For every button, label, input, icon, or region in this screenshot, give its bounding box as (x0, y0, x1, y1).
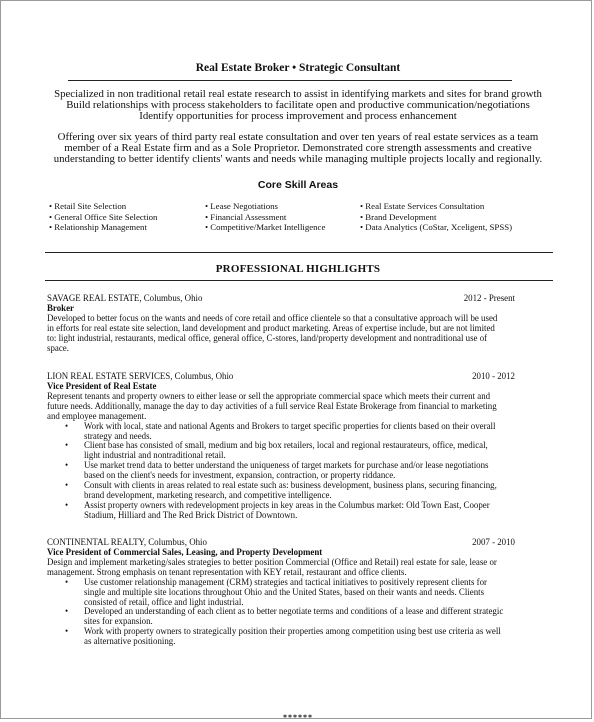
skill-item: • General Office Site Selection (49, 211, 158, 222)
summary-line: Build relationships with process stakeholders to facilitate open and productive communication/negotiations (66, 99, 530, 112)
skill-item: • Lease Negotiations (205, 201, 278, 211)
company-name: CONTINENTAL REALTY, Columbus, Ohio (47, 537, 207, 547)
section-divider (45, 252, 553, 253)
job-dates: 2007 - 2010 (472, 537, 515, 547)
job-description-line: and employee management. (47, 410, 147, 421)
bullet: • (65, 606, 69, 617)
skill-item: • Real Estate Services Consultation (360, 201, 485, 211)
job-description-line: Represent tenants and property owners to either lease or sell the appropriate commercial space which meets their current and (47, 390, 491, 401)
bullet: • (65, 440, 69, 451)
bullet: • (65, 420, 69, 431)
skill-item: • Retail Site Selection (49, 201, 127, 211)
job-description-line: Developed to better focus on the wants and needs of core retail and office clientele so that a consultative approach will be used (47, 312, 498, 323)
bullet: • (49, 211, 53, 222)
job-header (47, 538, 551, 548)
bullet: • (360, 211, 364, 222)
bullet: • (205, 211, 209, 222)
job-description-line: to: light industrial, restaurants, medical office, general office, C-stores, land/property development and nontraditional use of (47, 332, 488, 343)
resume-title: Real Estate Broker • Strategic Consultant (195, 62, 401, 74)
skill-item: • Competitive/Market Intelligence (205, 222, 326, 233)
job-description-line: future needs. Additionally, manage the day to day activities of a full service Real Estate Brokerage from financial to marketing (47, 400, 497, 411)
list-item: • Use market trend data to better understand the uniqueness of target markets for purchase and/or lease negotiations based on the client's needs for investment, expansion, contraction, or property riddance. (65, 460, 489, 481)
job-description-line: space. (47, 342, 69, 353)
bullet: • (205, 222, 209, 233)
skills-column (205, 201, 325, 233)
offering-line: understanding to better identify clients' wants and needs while managing multiple projects locally and regionally. (53, 153, 543, 166)
job-bullets (47, 422, 551, 521)
company-name: SAVAGE REAL ESTATE, Columbus, Ohio (47, 293, 203, 303)
offering-paragraph (45, 132, 551, 166)
job-entry (47, 538, 551, 647)
list-item: • Work with property owners to strategically position their properties among competition using best use criteria as well as alternative positioning. (65, 626, 501, 647)
offering-line: Offering over six years of third party real estate consultation and over ten years of real estate services as a team (57, 131, 539, 143)
skill-item: • Data Analytics (CoStar, Xceligent, SPSS) (360, 222, 513, 233)
job-description-line: in efforts for real estate site selection, land development and product marketing. Areas of expertise include, but are not limited (47, 322, 495, 333)
bullet: • (360, 201, 364, 211)
end-marks: ****** (283, 713, 313, 722)
bullet: • (65, 460, 69, 471)
list-item: • Developed an understanding of each client as to better negotiate terms and conditions of a lease and different strategic sites for expansion. (65, 606, 504, 627)
bullet: • (205, 201, 209, 211)
skill-item: • Brand Development (360, 211, 437, 222)
list-item: • Use customer relationship management (CRM) strategies and tactical initiatives to positively represent clients for single and multiple site locations throughout Ohio and the United States, based on their wants and needs. Clients consisted of retail, office and light industrial. (65, 576, 487, 607)
job-entry (47, 372, 551, 521)
bullet: • (49, 222, 53, 233)
job-header (47, 372, 551, 382)
bullet: • (65, 576, 69, 587)
highlights-heading: PROFESSIONAL HIGHLIGHTS (215, 263, 381, 275)
skills-column (360, 201, 512, 233)
list-item: • Client base has consisted of small, medium and big box retailers, local and regional restaurateurs, office, medical, light industrial and nontraditional retail. (65, 440, 488, 461)
job-dates: 2010 - 2012 (472, 371, 515, 381)
offering-line: member of a Real Estate firm and as a Sole Proprietor. Demonstrated core strength assessments and creative (64, 142, 532, 155)
bullet: • (360, 222, 364, 233)
skill-item: • Relationship Management (49, 222, 147, 233)
summary-line: Specialized in non traditional retail real estate research to assist in identifying markets and sites for brand growth (54, 88, 542, 100)
job-bullets (47, 578, 551, 647)
job-role: Broker (47, 303, 74, 313)
summary-block (41, 89, 555, 123)
job-header (47, 294, 551, 304)
job-description-line: management. Strong emphasis on tenant representation with KEY retail, restaurant and office clients. (47, 566, 407, 577)
list-item: • Consult with clients in areas related to real estate such as: business development, business plans, securing financing, brand development, marketing research, and competitive intelligence. (65, 480, 497, 500)
summary-line: Identify opportunities for process improvement and process enhancement (139, 110, 457, 123)
section-divider (45, 280, 553, 281)
bullet: • (49, 201, 53, 211)
title-divider (68, 80, 512, 81)
bullet: • (65, 480, 69, 491)
job-role: Vice President of Real Estate (47, 381, 157, 391)
skills-column (49, 201, 157, 233)
company-name: LION REAL ESTATE SERVICES, Columbus, Ohio (47, 371, 234, 381)
skill-item: • Financial Assessment (205, 211, 287, 222)
list-item: • Assist property owners with redevelopment projects in key areas in the Columbus market: Old Town East, Cooper Stadium, Hilliard and The Red Brick District of Downtown. (65, 499, 490, 520)
job-entry (47, 294, 551, 354)
bullet: • (65, 626, 69, 637)
job-description-line: Design and implement marketing/sales strategies to better position Commercial (Office and Retail) real estate for sale, lease or (47, 556, 497, 567)
core-skills-heading: Core Skill Areas (257, 179, 339, 191)
bullet: • (65, 499, 69, 510)
list-item: • Work with local, state and national Agents and Brokers to target specific properties for clients based on their overall strategy and needs. (65, 420, 496, 441)
job-dates: 2012 - Present (463, 293, 515, 303)
job-role: Vice President of Commercial Sales, Leasing, and Property Development (47, 547, 323, 557)
